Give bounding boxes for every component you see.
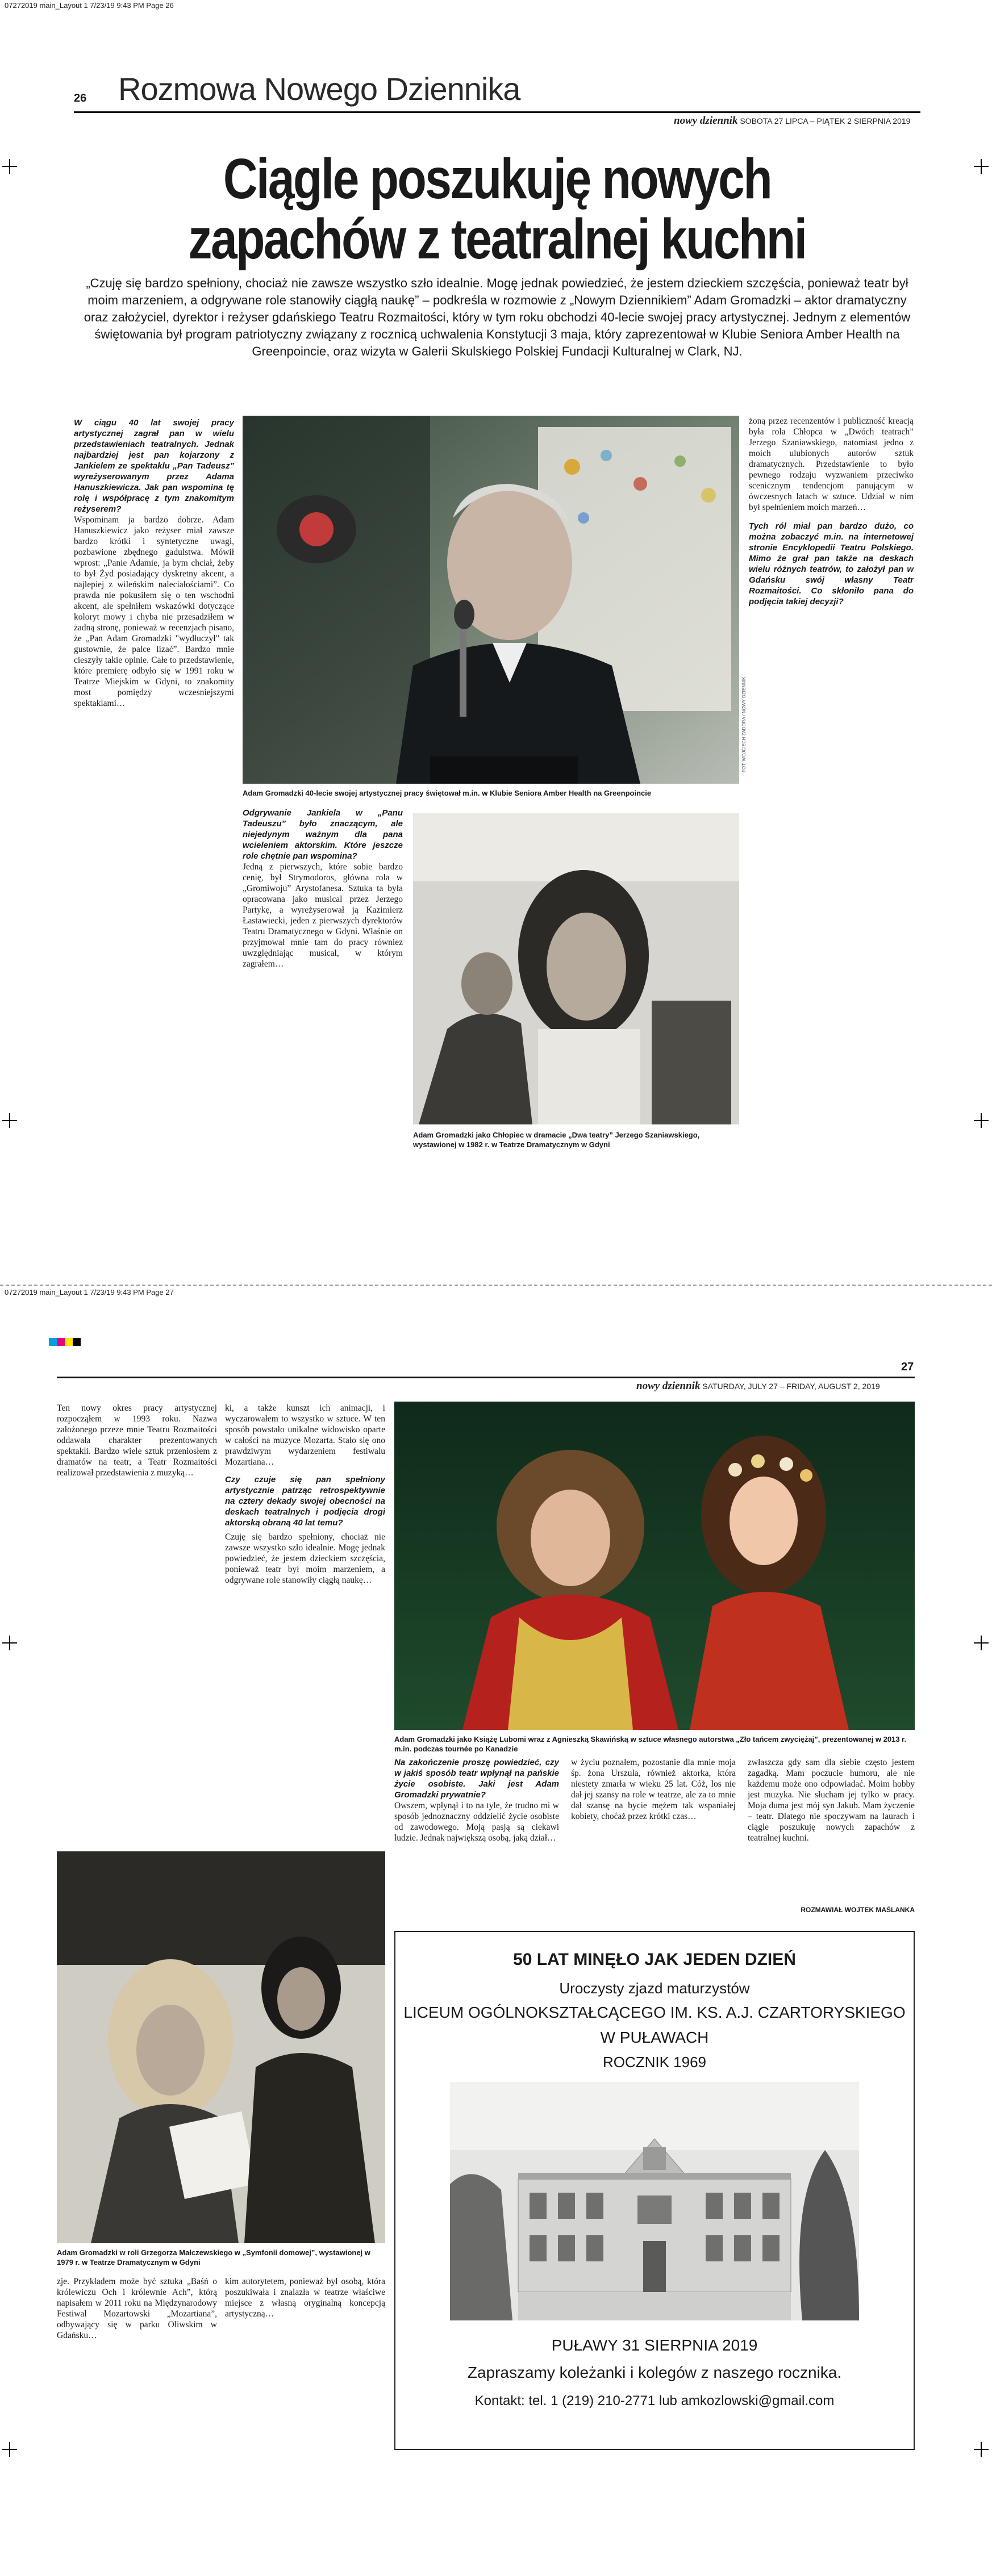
ad-line: LICEUM OGÓLNOKSZTAŁCĄCEGO IM. KS. A.J. CZARTORYSKIEGO [403,2004,906,2021]
column-text: Jedną z pierwszych, które sobie bardzo cenię, był Strymodoros, główna rola w „Gromiwoju” Arystofanesa. Sztuka ta była opracowana jako musical przez Jerzego Partykę, a wyreżyserował ją Kazimierz Łastawiecki, jeden z pierwszych dyrektorów Teatru Dramatycznego w Gdyni. Właśnie on przyjmował mnie tam do pracy równiez uwzględniając musical, w którym zagrałem… [243,862,403,969]
interview-question: W ciągu 40 lat swojej pracy artystycznej zagrał pan w wielu przedstawieniach teatralnych. Jednak najbardziej jest pan kojarzony z Jankielem ze spektaklu „Pan Tadeusz” wyreżyserowanym przez Adama Hanuszkiewicza. Jak pan wspomina tę rolę i współpracę z tym znakomitym reżyserem? [74,418,234,514]
column-text: Owszem, wpłynął i to na tyle, że trudno mi w sposób jednoznaczny oddzielić życie osobiste od zawodowego. Moją pasją są ciekawi ludzie. Jednak największą osobą, jaką dział… [394,1801,559,1843]
ad-line: W PUŁAWACH [600,2029,709,2046]
registration-mark [2,1113,17,1128]
photo-symfonia-domowa [57,1851,385,2243]
color-swatch [65,1338,73,1346]
registration-mark [974,1636,989,1650]
ad-contact: Kontakt: tel. 1 (219) 210-2771 lub amkozlowski@gmail.com [474,2393,835,2408]
photo-caption: Adam Gromadzki jako Książę Lubomi wraz z Agnieszką Skawińską w sztuce własnego autorstwa „Zło tańcem zwyciężaj”, prezentowanej w 2013 r. m.in. podczas tournée po Kanadzie [394,1735,907,1753]
photo-dwa-teatry-image [413,813,739,1124]
masthead-name: nowy dziennik [636,1380,701,1392]
color-swatch [57,1338,65,1346]
column-text: ki, a także kunszt ich animacji, i wyczarowałem to wszystko w sztuce. W ten sposób powstało unikalne widowisko oparte w całości na muzyce Mozarta. Stało się ono prawdziwym wydarzeniem festiwalu Mozartiana… [225,1403,385,1467]
article-column [243,808,403,1279]
section-title: Rozmowa Nowego Dziennika [118,71,520,107]
masthead [636,1380,880,1392]
interview-question: Odgrywanie Jankiela w „Panu Tadeuszu” było znaczącym, ale niejedynym ważnym dla pana wcieleniem aktorskim. Które jeszcze role chętnie pan wspomina? [243,808,403,861]
lead-paragraph: „Czuję się bardzo spełniony, chociaż nie zawsze wszystko szło idealnie. Mogę jednak powiedzieć, że jestem dzieckiem szczęścia, ponieważ teatr był moim marzeniem, a odgrywane role stanowiły ciągłą naukę” – podkreśla w rozmowie z „Nowym Dziennikiem” Adam Gromadzki – aktor dramatyczny oraz założyciel, dyrektor i reżyser gdańskiego Teatru Rozmaitości, który w tym roku obchodzi 40-lecie swojej pracy artystycznej. Jednym z elementów świętowania był program patriotyczny związany z rocznicą uchwalenia Konstytucji 3 maja, który zaprezentował w Klubie Seniora Amber Health na Greenpoincie, oraz wizyta w Galerii Skulskiego Polskiej Fundacji Kulturalnej w Clark, NJ. [84,276,911,358]
column-text: Wspominam ja bardzo dobrze. Adam Hanuszkiewicz jako reżyser miał zawsze bardzo krótki i syntetyczne uwagi, pozbawione zbędnego gadulstwa. Mówił wprost: „Panie Adamie, ja bym chciał, żeby to był Żyd posiadający dyskretny akcent, a najlepiej z wileńskim naleciałościami”. Co prawda nie pokusiłem się o ten wschodni akcent, ale spełniłem wskazówki dotyczące koloryt mowy i chyba nie przesadziłem w żadną stronę, ponieważ w recenzjach pisano, że „Pan Adam Gromadzki "wydłuczył" tak gustownie, że palce lizać”. Bardzo mnie cieszyły takie opinie. Całe to przedstawienie, które premierę odbyło się w 1991 roku w Teatrze Miejskim w Gdyni, to znakomity most pomiędzy wczesniejszymi spektaklami… [74,515,234,708]
ad-line: Uroczysty zjazd maturzystów [559,1980,750,1997]
photo-dwa-teatry [413,813,739,1124]
ad-invitation: Zapraszamy koleżanki i kolegów z naszego rocznika. [467,2364,842,2381]
photo-caption: Adam Gromadzki 40-lecie swojej artystycznej pracy świętował m.in. w Klubie Seniora Amber Health na Greenpoincie [243,789,652,797]
ad-date: PUŁAWY 31 SIERPNIA 2019 [551,2336,758,2354]
registration-mark [2,2442,17,2457]
photo-gromadzki-speaking-image [243,416,739,784]
print-slug: 07272019 main_Layout 1 7/23/19 9:43 PM Page 26 [5,1,174,10]
article-column: zje. Przykładem może być sztuka „Baśń o królewiczu Och i królewnie Ach”, którą napisałem w 2011 roku na Międzynarodowy Festiwal Mozartowski „Mozartiana”, odbywający się w parku Oliwskim w Gdańsku… [57,2277,217,2340]
ad-line: ROCZNIK 1969 [602,2054,707,2071]
registration-mark [974,2442,989,2457]
page-separator [0,1285,992,1286]
registration-mark [2,159,17,174]
color-swatch [73,1338,81,1346]
page-number: 27 [901,1361,914,1373]
photo-gromadzki-speaking [243,416,739,784]
headline [141,149,853,269]
interview-question: Czy czuje się pan spełniony artystycznie patrząc retrospektywnie na cztery dekady swojej obecności na deskach teatralnych i podjęcia drogi aktorską obraną 40 lat temu? [225,1475,385,1528]
interview-question: Tych ról mial pan bardzo dużo, co można zobaczyć m.in. na internetowej stronie Encyklopedii Teatru Polskiego. Mimo że grał pan także na deskach wielu różnych teatrów, to założył pan w Gdańsku swój własny Teatr Rozmaitości. Co skłoniło pana do podjęcia takiej decyzji? [749,521,914,607]
registration-mark [974,159,989,174]
headline-line: Ciągle poszukuję nowych [223,147,772,211]
article-column: Ten nowy okres pracy artystycznej rozpocząłem w 1993 roku. Nazwa założonego przeze mnie Teatru Rozmaitości oddawała charakter prezentowanych spektakli. Bardzo wiele sztuk przeniosłem z dramatów na teatr, a Teatr Rozmaitości realizował przedstawienia z muzyką… [57,1403,217,1478]
masthead-date: SATURDAY, JULY 27 – FRIDAY, AUGUST 2, 2019 [702,1382,880,1391]
interviewer-signature: ROZMAWIAŁ WOJTEK MAŚLANKA [801,1906,915,1914]
registration-mark [2,1636,17,1650]
headline-line: zapachów z teatralnej kuchni [188,207,806,271]
article-column: kim autorytetem, ponieważ był osobą, która poszukiwała i znalazła w teatrze właściwe miejsce z własną oryginalną koncepcją artystyczną… [225,2277,385,2319]
article-column: w życiu poznałem, pozostanie dla mnie moja śp. żona Urszula, również aktorka, która niestety zmarła w wieku 25 lat. Cóż, los nie dał jej szansy na role w teatrze, ale za to mnie dał szansę na bycie mężem tak wspaniałej kobiety, choćaż przez krótki czas… [571,1758,736,1821]
masthead-date: SOBOTA 27 LIPCA – PIĄTEK 2 SIERPNIA 2019 [740,116,911,126]
top-rule [74,111,920,113]
masthead-name: nowy dziennik [674,115,738,127]
color-swatch [49,1338,57,1346]
column-text: żoną przez recenzentów i publiczność kreacją była rola Chłopca w „Dwóch teatrach” Jerzego Szaniawskiego, natomiast jedno z moich ulubionych autorów sztuk dramatycznych. Przedstawienie to było pewnego rodzaju wyzwaniem przeciwko scenicznym tendencjom panującym w ówczesnych latach w sztuce. Udział w nim był spełnieniem moich marzeń… [749,416,914,512]
school-building-image [450,2082,859,2320]
article-column [74,417,234,1275]
class-reunion-ad [394,1931,915,2450]
article-column: zwłaszcza gdy sam dla siebie często jestem zagadką. Mam poczucie humoru, ale nie każdemu może ono odpowiadać. Moim hobby jest muzyka. Nie słucham jej tylko w pracy. Moja duma jest mój syn Jakub. Mam życzenie – teatr. Dlatego nie spoczywam na laurach i ciągle poszukuję nowych zapachów z teatralnej kuchni. [748,1758,915,1843]
photo-zlo-tancem [394,1402,915,1730]
article-column [749,416,914,1279]
photo-symfonia-domowa-image [57,1851,385,2243]
column-text: Czuję się bardzo spełniony, chociaż nie zawsze wszystko szło idealnie. Mogę jednak powiedzieć, że jestem dzieckiem szczęścia, ponieważ teatr był moim marzeniem, a odgrywane role stanowiły ciągłą naukę… [225,1532,385,1585]
school-building-photo [450,2082,859,2320]
page-number: 26 [74,92,87,104]
masthead [674,115,910,127]
ad-title: 50 LAT MINĘŁO JAK JEDEN DZIEŃ [513,1950,796,1969]
photo-credit: FOT. WOJCIECH ZADORA / NOWY DZIENNIK [741,676,747,772]
photo-zlo-tancem-image [394,1402,915,1730]
photo-caption: Adam Gromadzki w roli Grzegorza Małczewskiego w „Symfonii domowej”, wystawionej w 1979 r. w Teatrze Dramatycznym w Gdyni [57,2248,370,2266]
photo-caption: Adam Gromadzki jako Chłopiec w dramacie „Dwa teatry” Jerzego Szaniawskiego, wystawionej w 1982 r. w Teatrze Dramatycznym w Gdyni [413,1131,700,1149]
registration-mark [974,1113,989,1128]
article-column [225,1403,385,1846]
print-slug: 07272019 main_Layout 1 7/23/19 9:43 PM Page 27 [5,1288,174,1297]
interview-question: Na zakończenie proszę powiedzieć, czy w jakiś sposób teatr wpłynął na pańskie życie osobiste. Jaki jest Adam Gromadzki prywatnie? [394,1758,559,1800]
article-column [394,1757,559,1927]
top-rule [57,1377,915,1378]
